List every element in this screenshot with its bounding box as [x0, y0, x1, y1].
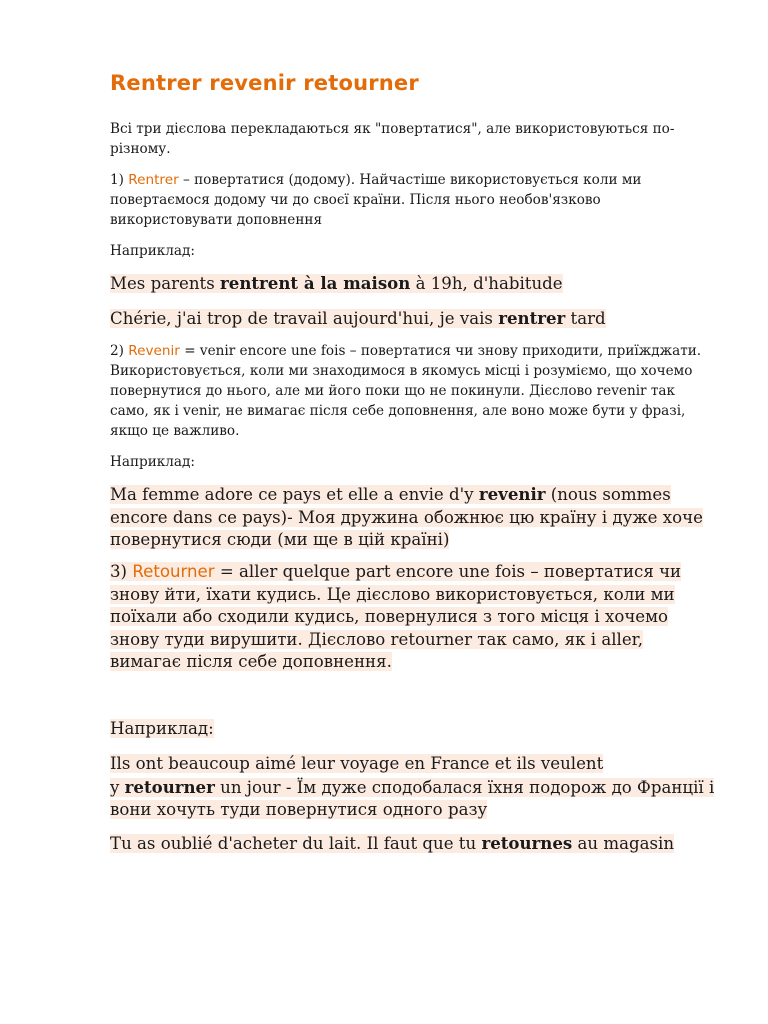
example-sentence [110, 272, 716, 296]
example-text: Ma femme adore ce pays et elle a envie d'y [110, 485, 479, 504]
example-sentence [110, 753, 716, 822]
example-label-text: Наприклад: [110, 719, 214, 738]
example-text: y [110, 777, 125, 797]
example-keyword: retournes [481, 833, 573, 853]
section-text: – повертатися (додому). Найчастіше використовується коли ми повертаємося додому чи до своєї країни. Після нього необов'язково використовувати доповнення [110, 172, 642, 228]
section-revenir-description [110, 341, 716, 441]
verb-retourner: Retourner [132, 562, 215, 581]
section-number: 2) [110, 343, 124, 359]
example-text: (nous sommes encore dans ce pays)- Моя дружина обожнює цю країну і дуже хоче повернутися сюди (ми ще в цій країні) [110, 485, 703, 549]
example-keyword: retourner [124, 776, 215, 797]
example-label: Наприклад: [110, 243, 195, 259]
example-text: Mes parents [110, 274, 221, 293]
example-keyword: rentrer [498, 308, 566, 328]
intro-paragraph: Всі три дієслова перекладаються як "повертатися", але використовуються по-різному. [110, 121, 675, 157]
verb-rentrer: Rentrer [128, 172, 179, 188]
example-label: Наприклад: [110, 454, 195, 470]
example-text: tard [565, 309, 606, 328]
section-rentrer-description [110, 170, 716, 230]
section-text: = aller quelque part encore une fois – повертатися чи знову йти, їхати кудись. Це дієслово використовується, коли ми поїхали або сходили кудись, повернулися з того місця і хочемо знову туди вирушити. Дієслово retourner так само, як і aller, вимагає після себе доповнення. [110, 562, 682, 671]
example-label [110, 718, 716, 741]
verb-revenir: Revenir [128, 343, 180, 359]
example-text: au magasin [572, 834, 675, 853]
example-text: Tu as oublié d'acheter du lait. Il faut que tu [110, 834, 482, 853]
example-text: Chérie, j'ai trop de travail aujourd'hui, je vais [110, 309, 499, 328]
example-keyword: rentrent à la maison [220, 273, 411, 293]
example-text: Ils ont beaucoup aimé leur voyage en France et ils veulent [110, 754, 604, 773]
example-text: un jour - Їм дуже сподобалася їхня подорож до Франції і вони хочуть туди повернутися одного разу [110, 777, 715, 819]
example-keyword: revenir [478, 484, 546, 504]
example-sentence [110, 832, 716, 856]
section-number: 1) [110, 172, 124, 188]
section-text: = venir encore une fois – повертатися чи знову приходити, приїжджати. Використовується, коли ми знаходимося в якомусь місці і розуміємо, що хочемо повернутися до нього, але ми його поки що не покинули. Дієслово revenir так само, як і venir, не вимагає після себе доповнення, але воно може бути у фразі, якщо це важливо. [110, 343, 702, 439]
example-sentence [110, 483, 716, 552]
section-retourner-description [110, 561, 716, 674]
page-title: Rentrer revenir retourner [110, 71, 419, 95]
example-sentence [110, 307, 716, 331]
example-text: à 19h, d'habitude [410, 274, 563, 293]
section-number: 3) [110, 562, 128, 581]
